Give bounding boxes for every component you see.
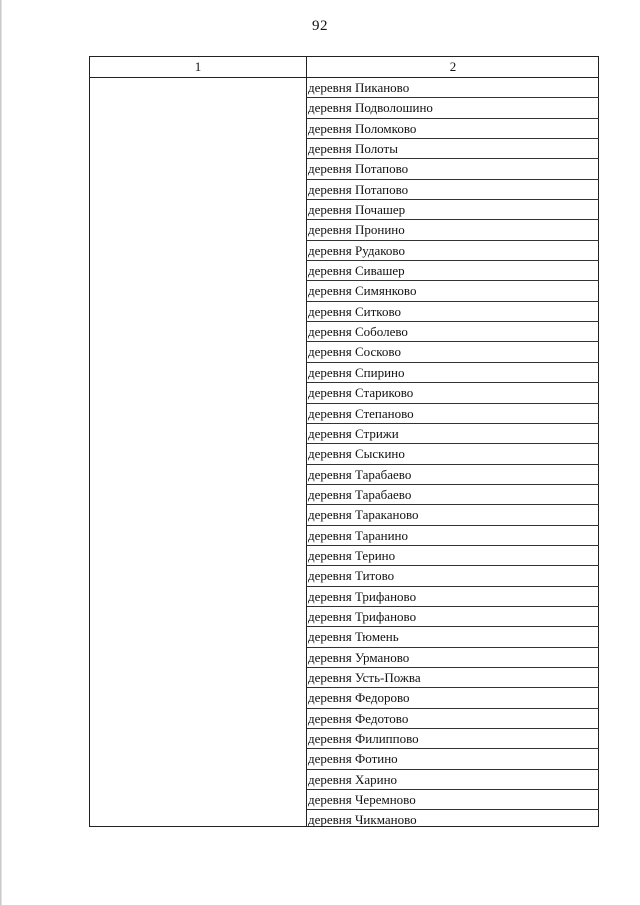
table-row: деревня Трифаново — [307, 587, 599, 607]
table-row: деревня Черемново — [307, 790, 599, 810]
table-row: деревня Пронино — [307, 220, 599, 240]
table-row: деревня Сивашер — [307, 261, 599, 281]
table-row: деревня Симянково — [307, 281, 599, 301]
table-row: деревня Полоты — [307, 139, 599, 159]
column-header-2: 2 — [449, 59, 457, 74]
table-row: деревня Поломково — [307, 119, 599, 139]
table-row: деревня Пиканово — [307, 78, 599, 98]
settlements-table — [89, 56, 599, 827]
table-row: деревня Спирино — [307, 363, 599, 383]
table-row: деревня Фотино — [307, 749, 599, 769]
page-number: 92 — [312, 18, 328, 34]
table-row: деревня Филиппово — [307, 729, 599, 749]
settlement-list — [307, 78, 599, 831]
table-row: деревня Ситково — [307, 302, 599, 322]
table-row: деревня Трифаново — [307, 607, 599, 627]
table-row: деревня Соболево — [307, 322, 599, 342]
table-row: деревня Тарабаево — [307, 485, 599, 505]
table-row: деревня Рудаково — [307, 241, 599, 261]
table-row: деревня Потапово — [307, 180, 599, 200]
table-row: деревня Почашер — [307, 200, 599, 220]
table-row: деревня Федотово — [307, 709, 599, 729]
column-header-1: 1 — [194, 59, 202, 74]
table-row: деревня Харино — [307, 770, 599, 790]
table-row: деревня Стрижи — [307, 424, 599, 444]
table-row: деревня Титово — [307, 566, 599, 586]
table-row: деревня Усть-Пожва — [307, 668, 599, 688]
table-row: деревня Стариково — [307, 383, 599, 403]
scan-edge-shadow — [0, 0, 2, 905]
table-row: деревня Сыскино — [307, 444, 599, 464]
table-row: деревня Сосково — [307, 342, 599, 362]
table-row: деревня Терино — [307, 546, 599, 566]
table-row: деревня Подволошино — [307, 98, 599, 118]
table-row: деревня Федорово — [307, 688, 599, 708]
table-row: деревня Тарабаево — [307, 465, 599, 485]
table-row: деревня Тараканово — [307, 505, 599, 525]
table-row: деревня Тюмень — [307, 627, 599, 647]
table-row: деревня Потапово — [307, 159, 599, 179]
table-row: деревня Степаново — [307, 404, 599, 424]
table-row: деревня Чикманово — [308, 812, 417, 828]
table-row: деревня Таранино — [307, 526, 599, 546]
table-row: деревня Урманово — [307, 648, 599, 668]
